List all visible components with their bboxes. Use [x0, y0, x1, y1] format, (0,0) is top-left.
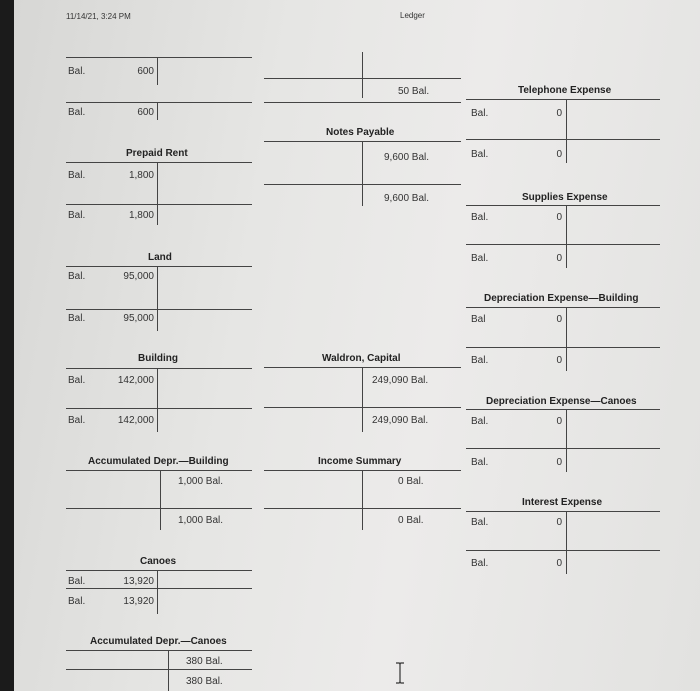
account-title: Prepaid Rent — [126, 148, 188, 159]
debit-balance: 95,000 — [123, 313, 154, 324]
bal-label: Bal. — [471, 149, 489, 160]
bal-label: Bal. — [471, 355, 489, 366]
account-title: Notes Payable — [326, 127, 395, 138]
credit-balance: 0 Bal. — [398, 476, 424, 487]
debit-balance: 95,000 — [123, 271, 154, 282]
bal-label: Bal. — [68, 415, 86, 426]
bal-label: Bal. — [68, 596, 86, 607]
page-title: Ledger — [400, 11, 425, 20]
debit-balance: 1,800 — [128, 170, 154, 181]
bal-label: Bal. — [471, 253, 489, 264]
bal-label: Bal. — [68, 375, 86, 386]
account-title: Depreciation Expense—Building — [484, 293, 639, 304]
account-title: Land — [148, 252, 172, 263]
debit-balance: 142,000 — [117, 375, 154, 386]
bal-label: Bal. — [68, 107, 86, 118]
account-title: Building — [138, 353, 178, 364]
debit-balance: 600 — [137, 107, 154, 118]
debit-balance: 0 — [556, 108, 562, 119]
bal-label: Bal. — [68, 66, 86, 77]
credit-balance: 1,000 Bal. — [178, 476, 224, 487]
bal-label: Bal. — [68, 313, 86, 324]
bal-label: Bal. — [68, 576, 86, 587]
account-title: Waldron, Capital — [322, 353, 401, 364]
account-title: Accumulated Depr.—Canoes — [90, 636, 227, 647]
bal-label: Bal — [471, 314, 486, 325]
debit-balance: 142,000 — [117, 415, 154, 426]
credit-balance: 0 Bal. — [398, 515, 424, 526]
text-cursor-icon — [394, 662, 406, 684]
credit-balance: 249,090 Bal. — [372, 375, 429, 386]
account-title: Canoes — [140, 556, 177, 567]
bal-label: Bal. — [68, 210, 86, 221]
debit-balance: 1,800 — [128, 210, 154, 221]
bal-label: Bal. — [471, 212, 489, 223]
bal-label: Bal. — [68, 170, 86, 181]
account-title: Income Summary — [318, 456, 402, 467]
debit-balance: 0 — [556, 355, 562, 366]
credit-balance: 9,600 Bal. — [384, 193, 430, 204]
bal-label: Bal. — [471, 108, 489, 119]
debit-balance: 0 — [556, 416, 562, 427]
print-timestamp: 11/14/21, 3:24 PM — [66, 12, 131, 21]
account-title: Telephone Expense — [518, 85, 612, 96]
account-title: Depreciation Expense—Canoes — [486, 396, 637, 407]
bal-label: Bal. — [471, 558, 489, 569]
debit-balance: 0 — [556, 212, 562, 223]
credit-balance: 380 Bal. — [186, 676, 223, 687]
bal-label: Bal. — [471, 517, 489, 528]
debit-balance: 600 — [137, 66, 154, 77]
debit-balance: 0 — [556, 149, 562, 160]
credit-balance: 9,600 Bal. — [384, 152, 430, 163]
credit-balance: 1,000 Bal. — [178, 515, 224, 526]
credit-balance: 380 Bal. — [186, 656, 223, 667]
account-title: Supplies Expense — [522, 192, 608, 203]
debit-balance: 0 — [556, 457, 562, 468]
bal-label: Bal. — [471, 416, 489, 427]
debit-balance: 13,920 — [123, 596, 154, 607]
debit-balance: 13,920 — [123, 576, 154, 587]
debit-balance: 0 — [556, 253, 562, 264]
account-title: Interest Expense — [522, 497, 603, 508]
credit-balance: 50 Bal. — [398, 86, 430, 97]
credit-balance: 249,090 Bal. — [372, 415, 429, 426]
debit-balance: 0 — [556, 558, 562, 569]
account-title: Accumulated Depr.—Building — [88, 456, 229, 467]
debit-balance: 0 — [556, 314, 562, 325]
bal-label: Bal. — [68, 271, 86, 282]
debit-balance: 0 — [556, 517, 562, 528]
bal-label: Bal. — [471, 457, 489, 468]
